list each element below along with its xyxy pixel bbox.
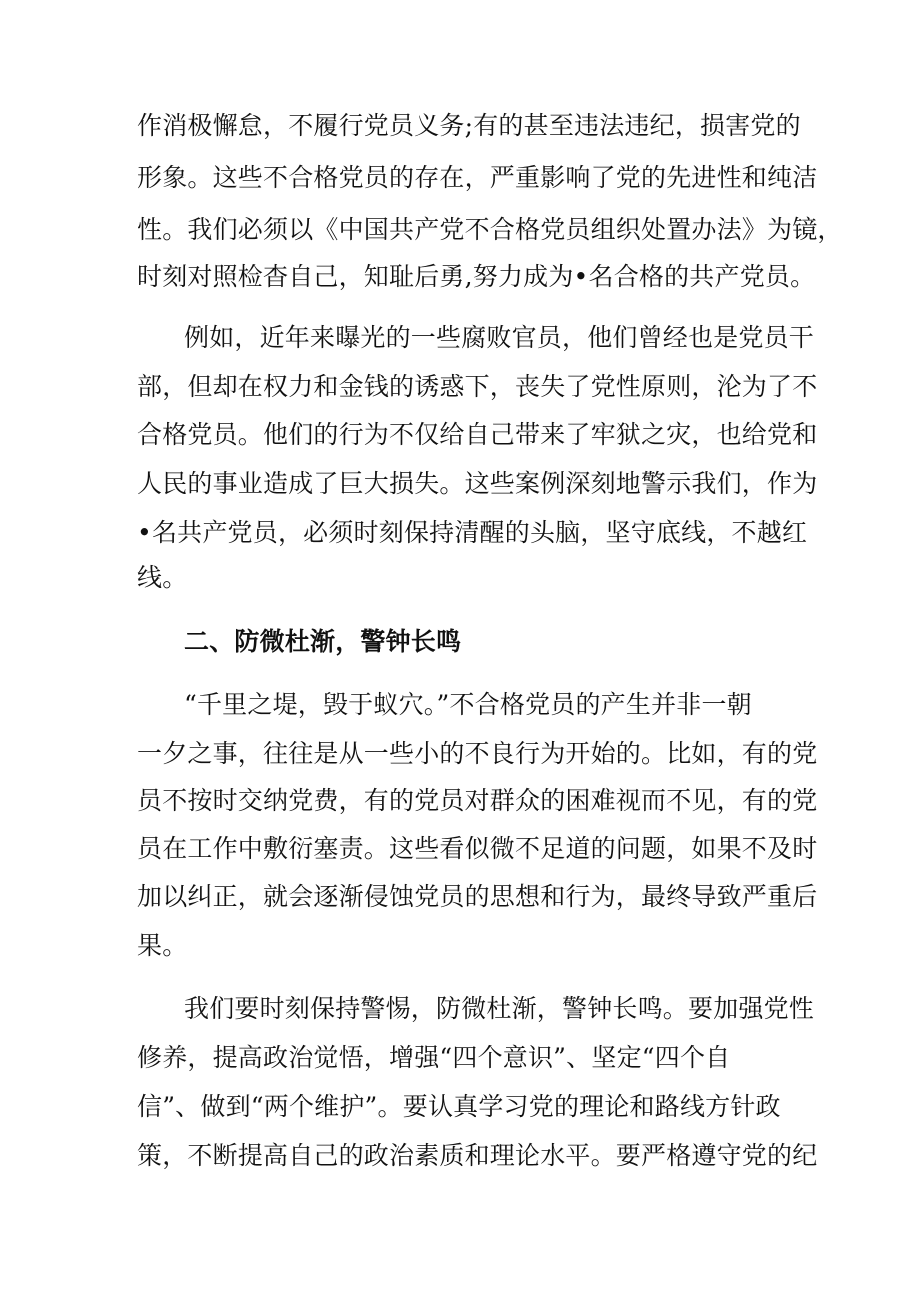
text-line: 例如，近年来曝光的一些腐败官员，他们曾经也是党员干 [184,323,815,352]
text-line: 作消极懈怠，不履行党员义务;有的甚至违法违纪，损害党的 [137,111,801,140]
text-line: 形象。这些不合格党员的存在，严重影响了党的先进性和纯洁 [137,163,818,192]
text-line: 加以纠正，就会逐渐侵蚀党员的思想和行为，最终导致严重后 [137,882,818,911]
text-line: 时刻对照检杳自己，知耻后勇,努力成为•名合格的共产党员。 [137,262,816,291]
text-line: 信”、做到“两个维护”。要认真学习党的理论和路线方针政 [137,1092,781,1121]
text-line: 人民的事业造成了巨大损失。这些案例深刻地警示我们，作为 [137,469,818,498]
text-line: 我们要时刻保持警惕，防微杜渐，警钟长鸣。要加强党性 [184,994,815,1023]
text-line: 线。 [137,563,188,592]
text-line: 部，但却在权力和金钱的诱惑下，丧失了党性原则，沦为了不 [137,372,818,401]
text-line: 员不按时交纳党费，有的党员对群众的困难视而不见，有的党 [137,786,818,815]
text-line: “千里之堤，毁于蚁穴。”不合格党员的产生并非一朝 [184,690,752,719]
text-line: 一夕之事，往往是从一些小的不良行为开始的。比如，有的党 [137,739,818,768]
text-line: 员在工作中敷衍塞责。这些看似微不足道的问题，如果不及时 [137,834,818,863]
text-line: 性。我们必须以《中国共产党不合格党员组织处置办法》为镜， [137,215,843,244]
text-line: 果。 [137,931,188,960]
section-heading: 二、防微杜渐，警钟长鸣 [184,627,462,656]
text-line: •名共产党员，必须时刻保持清醒的头脑，坚守底线，不越红 [137,518,808,547]
text-line: 合格党员。他们的行为不仅给自己带来了牢狱之灾，也给党和 [137,420,818,449]
text-line: 修养，提高政治觉悟，增强“四个意识”、坚定“四个自 [137,1043,731,1072]
text-line: 策，不断提高自己的政治素质和理论水平。要严格遵守党的纪 [137,1141,818,1170]
